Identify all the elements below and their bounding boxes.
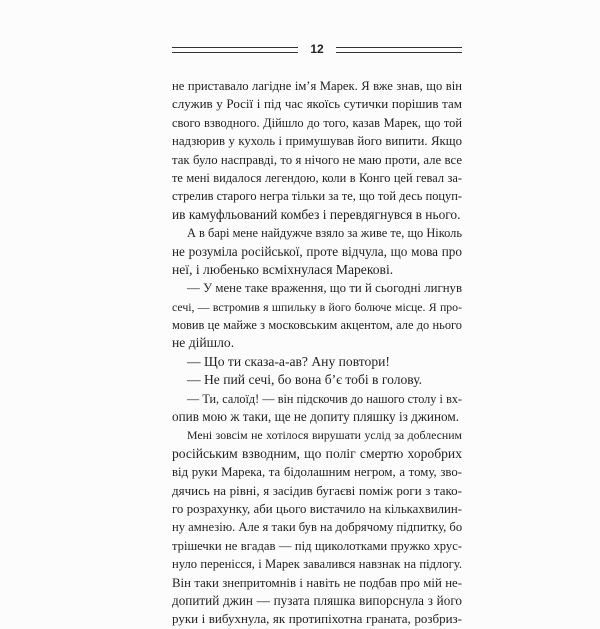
text-line: служив у Росії і під час якоїсь сутички порішив там — [172, 96, 462, 112]
text-line: неї, і любенько всміхнулася Марекові. — [172, 261, 394, 277]
text-line: ну амнезію. Але я таки був на добрячому підпитку, бо — [172, 520, 462, 535]
text-line: так було насправді, то я нічого не маю проти, але все — [172, 152, 462, 167]
text-line: від руки Марека, та бідолашним негром, а тому, зво- — [172, 465, 462, 480]
text-line: Він таки знепритомнів і навіть не подбав про мій не- — [172, 575, 462, 590]
text-line: — У мене таке враження, що ти й сьогодні лигнув — [187, 281, 462, 296]
text-line: нуло перенісся, і Марек завалився навзнак на підлогу. — [172, 557, 462, 572]
text-line: руки і вибухнула, як протипіхотна граната, розбриз- — [172, 611, 462, 627]
text-line: російським взводним, що поліг смертю хоробрих — [172, 445, 462, 461]
text-line: свого взводного. Дійшло до того, казав Марек, що той — [172, 115, 462, 130]
text-line: сечі, — встромив я шпильку в його болюче місце. Я про- — [172, 299, 462, 314]
text-line: надзюрив у кухоль і примушував його випити. Якщо — [172, 134, 462, 149]
text-line: мовив це майже з московським акцентом, але до нього — [172, 318, 462, 333]
text-line: те мені видалося легендою, коли в Конго цей гевал за- — [172, 170, 462, 185]
text-line: дячись на рівні, я засідив бугаєві поміж роги з тако- — [172, 482, 462, 498]
text-line: А в барі мене найдужче взяло за живе те, що Ніколь — [187, 226, 462, 241]
text-line: Мені зовсім не хотілося вирушати услід за доблесним — [187, 428, 462, 443]
text-line: — Ти, салоїд! — він підскочив до нашого столу і вх- — [187, 391, 462, 406]
body-text — [172, 77, 462, 629]
text-line: стрелив старого негра тільки за те, що той десь поцуп- — [172, 189, 462, 204]
text-line: ив камуфльований комбез і перевдягнувся в нього. — [172, 206, 461, 222]
header-rule-right — [336, 47, 462, 53]
page-number: 12 — [310, 42, 324, 56]
text-line: допитий джин — пузата пляшка випорснула з його — [172, 592, 462, 608]
text-line: трішечки не вгадав — під щиколотками пружко хрус- — [172, 538, 462, 553]
text-line: — Що ти сказа-а-ав? Ану повтори! — [187, 353, 390, 369]
text-line: — Не пий сечі, бо вона б’є тобі в голову. — [187, 372, 423, 388]
text-line: не приставало лагідне ім’я Марек. Я вже знав, що він — [172, 79, 462, 93]
text-line: не розуміла російської, проте відчула, що мова про — [172, 243, 462, 259]
page-header — [172, 44, 462, 58]
text-line: опив мою ж таки, ще не допиту пляшку із джином. — [172, 409, 460, 425]
text-line: не дійшло. — [172, 335, 235, 351]
text-line: го розрахунку, аби цього вистачило на кількахвилин- — [172, 501, 462, 516]
